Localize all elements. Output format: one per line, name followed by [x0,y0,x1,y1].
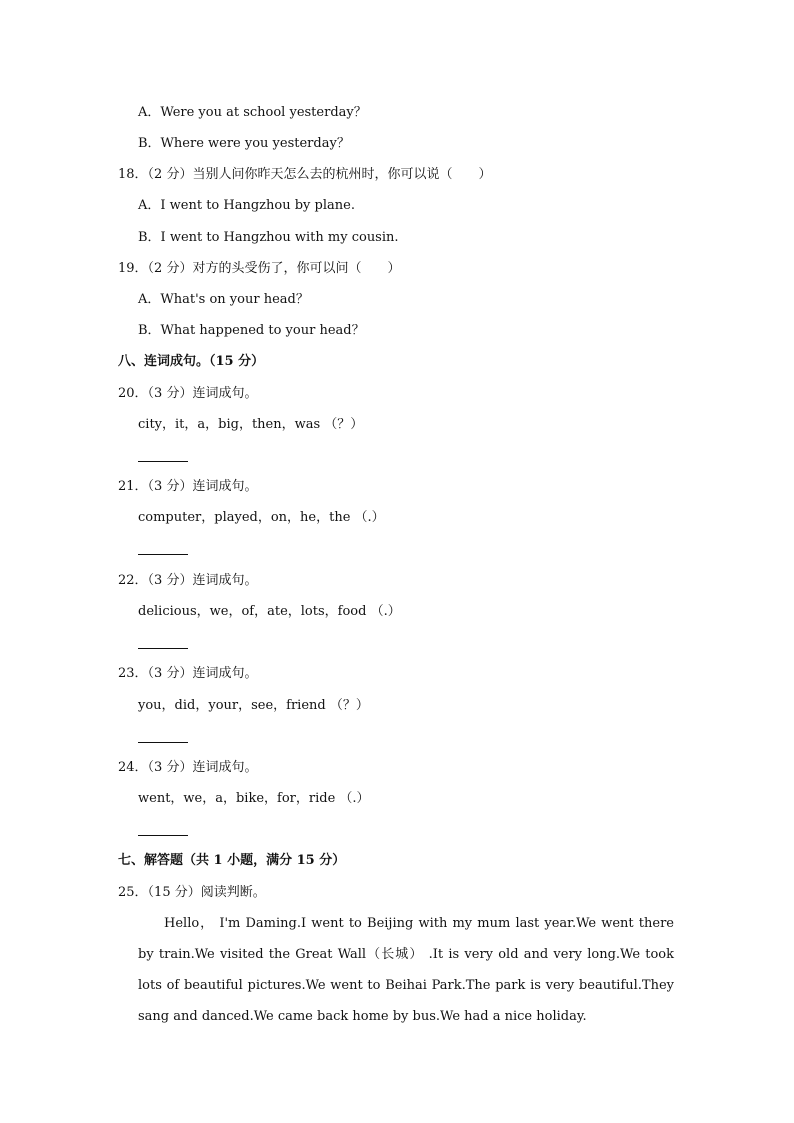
reading-passage [138,908,674,1032]
q18-option-b: B．I went to Hangzhou with my cousin. [138,230,399,245]
section-8-title: 八、连词成句。（15 分） [118,354,265,369]
q22-answer-blank[interactable] [138,648,188,649]
q21-words: computer，played，on，he，the （.） [138,510,385,525]
reading-passage-text: Hello， I'm Daming.I went to Beijing with my mum last year.We went there by train.We visited the Great Wall（长城） .It is very old and very long.We took lots of beautiful pictures.We went to Beihai Park.The park is very beautiful.They sang and danced.We came back home by bus.We had a nice holiday. [138,916,674,1024]
q21-answer-blank[interactable] [138,554,188,555]
q25-stem: 25．（15 分）阅读判断。 [118,885,266,900]
section-7-title: 七、解答题（共 1 小题，满分 15 分） [118,853,346,868]
q20-words: city，it，a，big，then，was （？） [138,417,364,432]
q18-option-a: A．I went to Hangzhou by plane. [138,198,355,213]
q18-stem: 18．（2 分）当别人问你昨天怎么去的杭州时，你可以说（ ） [118,167,492,182]
q20-stem: 20．（3 分）连词成句。 [118,386,258,401]
q24-words: went，we，a，bike，for，ride （.） [138,791,370,806]
q19-option-b: B．What happened to your head？ [138,323,365,338]
q24-answer-blank[interactable] [138,835,188,836]
q19-option-a: A．What's on your head？ [138,292,309,307]
q23-answer-blank[interactable] [138,742,188,743]
q17-option-a: A．Were you at school yesterday？ [138,105,367,120]
q23-words: you，did，your，see，friend （？） [138,698,369,713]
q24-stem: 24．（3 分）连词成句。 [118,760,258,775]
q20-answer-blank[interactable] [138,461,188,462]
q22-words: delicious，we，of，ate，lots，food （.） [138,604,401,619]
q22-stem: 22．（3 分）连词成句。 [118,573,258,588]
q19-stem: 19．（2 分）对方的头受伤了，你可以问（ ） [118,261,401,276]
q17-option-b: B．Where were you yesterday？ [138,136,350,151]
q21-stem: 21．（3 分）连词成句。 [118,479,258,494]
q23-stem: 23．（3 分）连词成句。 [118,666,258,681]
